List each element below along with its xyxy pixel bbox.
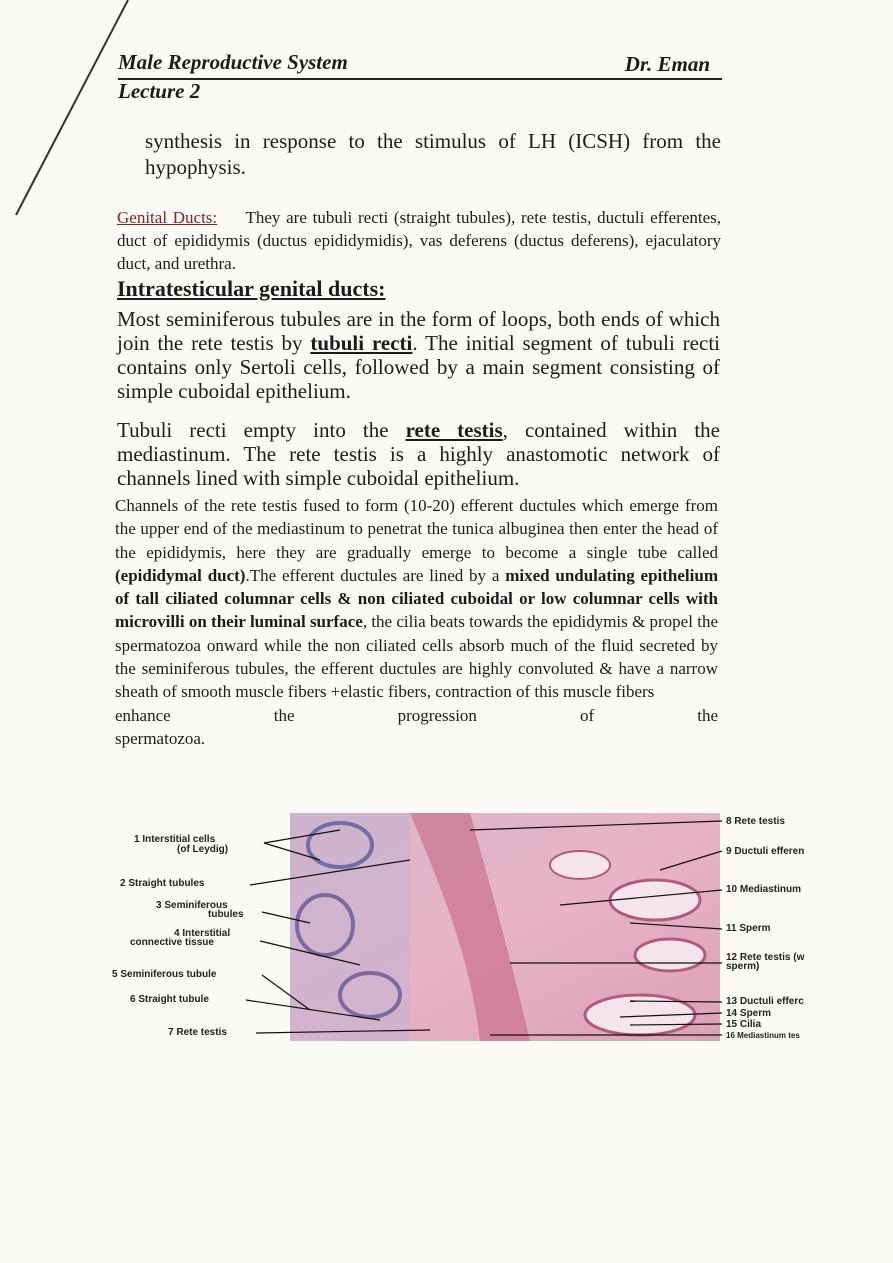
word-of: of [579,705,595,725]
epithelium-description: mixed undulating epithelium of tall ciliated columnar cells & non ciliated cuboidal or low columnar cells with microvilli on their luminal surface [115,565,718,632]
lecture-number: Lecture 2 [118,79,201,103]
seminiferous-paragraph [117,307,720,403]
tubuli-text-b: , contained within the mediastinum. The rete testis is a highly anastomotic network of channels lined with simple cuboidal epithelium. [117,418,720,490]
word-enhance: enhance [115,705,171,725]
word-spermatozoa: spermatozoa. [115,728,206,748]
word-the: the [273,705,295,725]
label-rete-testis: 8 Rete testis [726,816,785,827]
label-rete-testis-with: 12 Rete testis (w [726,952,805,963]
label-sperm-2: 14 Sperm [726,1008,772,1019]
word-the-2: the [697,705,718,725]
header-title: Male Reproductive System [118,50,348,74]
term-epididymal-duct: (epididymal duct) [115,565,246,585]
label-interstitial-cells: 1 Interstitial cells [134,834,216,845]
word-progression: progression [397,705,477,725]
label-interstitial: 4 Interstitial [174,928,231,939]
label-sperm: 11 Sperm [726,923,771,934]
label-seminiferous-tubule: 5 Seminiferous tubule [112,969,217,980]
genital-ducts-label: Genital Ducts: [117,208,218,227]
channels-text-a: Channels of the rete testis fused to form (10-20) efferent ductules which emerge from the upper end of the mediastinum to penetrat the tunica albuginea then enter the head of the epididymis, here they are gradually emerge to become a single tube called [115,496,718,562]
term-rete-testis: rete testis [405,418,503,442]
label-straight-tubule: 6 Straight tubule [130,994,209,1005]
label-mediastinum: 10 Mediastinum [726,884,802,895]
label-rete-testis-left: 7 Rete testis [168,1027,227,1038]
continuation-paragraph: synthesis in response to the stimulus of LH (ICSH) from the hypophysis. [145,129,721,179]
label-ductuli-efferentes: 9 Ductuli efferen [726,846,805,857]
term-tubuli-recti: tubuli recti [310,331,413,355]
seminiferous-text-a: Most seminiferous tubules are in the form of loops, both ends of which join the rete testis by [117,307,720,355]
genital-ducts-text: They are tubuli recti (straight tubules), rete testis, ductuli efferentes, duct of epididymis (ductus epididymidis), vas deferens (ductus deferens), ejaculatory duct, and urethra. [117,208,722,273]
tubuli-recti-paragraph [117,418,720,490]
seminiferous-text-b: . The initial segment of tubuli recti contains only Sertoli cells, followed by a main segment consisting of simple cuboidal epithelium. [117,331,720,403]
label-mediastinum-testis: 16 Mediastinum tes [726,1031,800,1040]
label-cilia: 15 Cilia [726,1019,762,1030]
label-tubules: tubules [208,909,244,920]
tubuli-text-a: Tubuli recti empty into the [117,418,406,442]
label-connective-tissue: connective tissue [130,937,214,948]
header-author: Dr. Eman [624,52,710,76]
label-straight-tubules: 2 Straight tubules [120,878,205,889]
genital-ducts-paragraph [117,206,721,275]
label-seminiferous: 3 Seminiferous [156,900,228,911]
intratesticular-heading: Intratesticular genital ducts: [117,276,386,301]
efferent-ductules-paragraph [115,494,718,750]
label-of-leydig: (of Leydig) [177,844,229,855]
justified-last-line [115,704,718,727]
histology-figure [110,805,850,1050]
page-header [118,48,722,80]
label-sperm-paren: sperm) [726,961,760,972]
label-ductuli-efferentes-2: 13 Ductuli efferc [726,996,804,1007]
channels-text-c: , the cilia beats towards the epididymis & propel the spermatozoa onward while the non ciliated cells absorb much of the fluid secreted by the seminiferous tubules, the efferent ductules are highly convoluted & have a narrow sheath of smooth muscle fibers +elastic fibers, contraction of this muscle fibers [115,612,718,702]
channels-text-b: .The efferent ductules are lined by a [245,565,506,585]
